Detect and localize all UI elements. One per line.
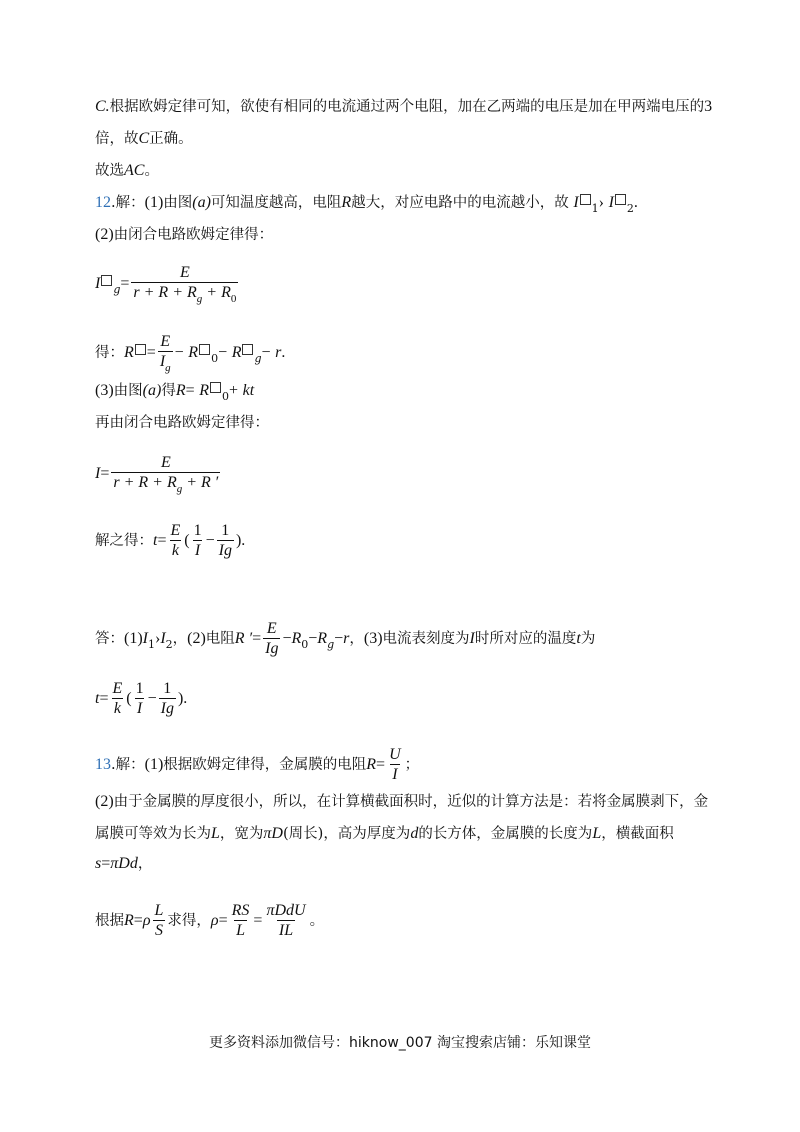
number-three: 3: [704, 98, 713, 115]
denominator-text-b: + R: [202, 284, 231, 301]
numerator-RS: RS: [231, 902, 250, 919]
q13-text: ，宽为: [219, 826, 264, 842]
symbol-d: d: [410, 825, 419, 842]
semicolon: ；: [404, 757, 420, 773]
symbol-R: R: [175, 382, 186, 399]
subscript-0: 0: [211, 352, 219, 365]
placeholder-box-icon: [615, 194, 626, 205]
q12-text: 由图: [163, 195, 193, 211]
fraction: [110, 680, 124, 718]
symbol-R: R: [291, 630, 302, 647]
option-c-text-2a: 倍，故: [95, 131, 139, 147]
answer-text: 时所对应的温度: [474, 631, 577, 647]
choose-text: 故选: [95, 163, 124, 179]
q12-text: 再由闭合电路欧姆定律得：: [95, 415, 269, 431]
q13-text: ，高为厚度为: [323, 826, 411, 842]
option-c-text-2b: 正确。: [149, 131, 193, 147]
paren-2: (2): [187, 630, 206, 647]
subscript-2: 2: [165, 638, 173, 651]
subscript-g: g: [327, 638, 335, 651]
plus: +: [229, 382, 239, 399]
formula-i: [95, 454, 222, 494]
symbol-I: I: [573, 194, 579, 211]
equals: =: [157, 532, 167, 549]
numerator-1: 1: [221, 522, 230, 539]
symbol-piD: πD: [263, 825, 283, 842]
numerator-L: L: [154, 902, 164, 919]
subscript-0: 0: [301, 638, 309, 651]
option-c-text: 根据欧姆定律可知，欲使有相同的电流通过两个电阻，加在乙两端的电压是加在甲两端电压的: [109, 99, 705, 115]
q12-text: 由闭合电路欧姆定律得：: [113, 227, 274, 243]
fraction: [217, 522, 234, 560]
placeholder-box-icon: [580, 194, 591, 205]
denominator: [131, 282, 238, 304]
fraction: [192, 522, 204, 560]
symbol-R: R: [199, 382, 210, 399]
denominator-S: S: [154, 922, 163, 939]
q13-line-3: [95, 824, 674, 844]
numerator-U: U: [389, 746, 401, 763]
symbol-rho: ρ: [210, 912, 219, 929]
greater-sign: ›: [154, 630, 161, 647]
option-c-line-2: [95, 129, 193, 149]
equals: =: [101, 855, 111, 872]
paren-2: (2): [95, 793, 114, 810]
comma: ，: [349, 631, 364, 647]
answer-line: [95, 620, 595, 658]
q13-text: 根据欧姆定律得，金属膜的电阻: [163, 757, 367, 773]
numerator-piDdU: πDdU: [266, 902, 306, 919]
equals: =: [218, 912, 228, 929]
de-text: 得：: [95, 345, 124, 361]
paren-1: (1): [144, 756, 164, 773]
placeholder-box-icon: [210, 382, 221, 393]
paren-1: (1): [144, 194, 164, 211]
q13-line-2: [95, 792, 708, 812]
equals: =: [133, 912, 143, 929]
equals: =: [185, 382, 195, 399]
q12-text: 由图: [113, 383, 143, 399]
denominator-I: I: [194, 542, 201, 559]
symbol-R: R: [341, 194, 352, 211]
subscript-0: 0: [230, 293, 237, 305]
symbol-I: I: [142, 630, 148, 647]
symbol-kt: kt: [242, 382, 255, 399]
subscript-0: 0: [222, 390, 230, 403]
symbol-t: t: [153, 532, 158, 549]
comma: ，: [137, 856, 153, 872]
symbol-t: t: [576, 630, 581, 647]
formula-t: 解之得：t= $\frac{E}{k}$ ( $\frac{1}{I}$ − $\frac{1}{Ig}$ ).: [95, 522, 246, 559]
minus: −: [174, 344, 184, 361]
equals: =: [100, 465, 110, 482]
numerator-1: 1: [163, 680, 172, 697]
denominator-k: k: [171, 542, 179, 559]
placeholder-box-icon: [135, 344, 146, 355]
denominator-IL: IL: [278, 922, 294, 939]
numerator-1: 1: [135, 680, 144, 697]
q12-line-closed-circuit: [95, 413, 269, 433]
q12-line-2: [95, 225, 273, 245]
fraction: [153, 902, 166, 940]
symbol-R: R: [124, 912, 134, 929]
symbol-I: I: [608, 194, 614, 211]
symbol-r: r: [343, 630, 350, 647]
fraction: [159, 680, 176, 718]
equals: =: [253, 912, 263, 929]
fraction: [263, 620, 280, 658]
period: .: [281, 344, 286, 361]
fraction: [168, 522, 182, 560]
minus: −: [282, 630, 292, 647]
option-c-letter: C: [138, 130, 150, 147]
fraction: [111, 454, 220, 494]
fraction: [158, 333, 173, 373]
minus: −: [308, 630, 318, 647]
subscript-2: 2: [626, 202, 634, 215]
paren-2: (2): [95, 226, 114, 243]
equals: =: [146, 344, 156, 361]
q13-text: 的长方体，金属膜的长度为: [418, 826, 593, 842]
symbol-I: I: [469, 630, 475, 647]
q12-prefix: .解：: [111, 195, 145, 211]
equals: =: [376, 756, 386, 773]
symbol-I: I: [95, 465, 101, 482]
formula-rho: [95, 902, 324, 940]
symbol-R-prime: R ′: [234, 630, 253, 647]
q12-text: 越大，对应电路中的电流越小，故: [351, 195, 569, 211]
q13-line-1: [95, 746, 419, 784]
numerator-E: E: [170, 522, 181, 539]
q13-text: ，横截面积: [601, 826, 674, 842]
symbol-piDd: πDd: [110, 855, 138, 872]
answer-text: 电阻: [205, 631, 235, 647]
numerator-E: E: [160, 454, 171, 471]
equals: =: [99, 690, 109, 707]
symbol-L: L: [211, 825, 220, 842]
q13-line-4: [95, 854, 152, 874]
q13-text: 求得，: [167, 913, 211, 929]
denominator-Ig: Ig: [265, 640, 279, 657]
zhouchang: (周长): [282, 826, 324, 842]
q12-text: 可知温度越高，电阻: [210, 195, 342, 211]
symbol-s: s: [95, 855, 102, 872]
subscript-g: g: [254, 352, 262, 365]
symbol-rho: ρ: [142, 912, 151, 929]
symbol-R: R: [366, 756, 377, 773]
numerator-E: E: [160, 333, 171, 350]
choose-end: 。: [144, 163, 159, 179]
placeholder-box-icon: [242, 344, 253, 355]
period: 。: [309, 913, 325, 929]
q12-text: 解之得：: [95, 533, 153, 549]
denominator: [158, 351, 173, 373]
q12-number: 12: [95, 194, 111, 211]
denominator: [111, 472, 220, 494]
answer-text: 为: [580, 631, 596, 647]
footer: 更多资料添加微信号：hiknow_007 淘宝搜索店铺：乐知课堂: [209, 1035, 591, 1051]
fraction: [264, 902, 307, 940]
denominator-text-b: + R ′: [182, 474, 219, 491]
denominator-k: k: [113, 700, 121, 717]
symbol-R: R: [317, 630, 328, 647]
numerator-E: E: [179, 264, 190, 281]
subscript-1: 1: [147, 638, 155, 651]
denominator-text: r + R + R: [133, 284, 197, 301]
symbol-r: r: [275, 344, 282, 361]
q13-prefix: .解：: [111, 757, 145, 773]
placeholder-box-icon: [101, 275, 112, 286]
formula-ig: [95, 264, 240, 304]
numerator-1: 1: [193, 522, 202, 539]
formula-r: [95, 333, 285, 373]
equals: =: [120, 275, 130, 292]
fig-a: (a): [192, 194, 211, 211]
minus: −: [218, 344, 228, 361]
paren-3: (3): [95, 382, 114, 399]
paren-3: (3): [363, 630, 383, 647]
symbol-I: I: [95, 275, 101, 292]
option-c-line-1: [95, 97, 712, 117]
symbol-R: R: [188, 344, 199, 361]
minus: −: [261, 344, 271, 361]
period: .: [633, 194, 638, 211]
numerator-E: E: [112, 680, 123, 697]
answer-text: 电流表刻度为: [382, 631, 470, 647]
equals: =: [252, 630, 262, 647]
q12-line-1: [95, 193, 638, 214]
denominator-Ig: Ig: [218, 542, 232, 559]
fraction: [230, 902, 252, 940]
numerator-E: E: [266, 620, 277, 637]
subscript-g: g: [176, 483, 183, 495]
option-c-label: C.: [95, 98, 110, 115]
symbol-t: t: [95, 690, 100, 707]
subscript-g: g: [165, 362, 171, 374]
minus: −: [147, 690, 157, 707]
placeholder-box-icon: [199, 344, 210, 355]
symbol-I: I: [160, 630, 166, 647]
q13-text: 属膜可等效为长为: [95, 826, 211, 842]
symbol-R: R: [231, 344, 242, 361]
minus: −: [334, 630, 344, 647]
q12-text: 得: [161, 383, 176, 399]
symbol-R: R: [124, 344, 134, 361]
fig-a: (a): [142, 382, 162, 399]
paren-1: (1): [124, 630, 143, 647]
denominator-I: I: [136, 700, 143, 717]
denominator-L: L: [236, 922, 245, 939]
minus: −: [205, 532, 215, 549]
den-I: I: [159, 353, 166, 370]
fraction: [387, 746, 403, 784]
greater-sign: ›: [598, 194, 604, 211]
fraction: [131, 264, 238, 304]
answer-label: 答：: [95, 631, 124, 647]
subscript-g: g: [113, 283, 121, 296]
choose-answer: AC: [124, 162, 145, 179]
comma: ，: [172, 631, 188, 647]
formula-r-kt: [95, 381, 254, 402]
symbol-L: L: [592, 825, 602, 842]
denominator-text: r + R + R: [113, 474, 177, 491]
q13-number: 13: [95, 756, 111, 773]
fraction: [134, 680, 146, 718]
answer-formula-t: t= $\frac{E}{k}$ ( $\frac{1}{I}$ − $\frac{1}{Ig}$ ).: [95, 680, 188, 717]
subscript-1: 1: [591, 202, 599, 215]
subscript-g: g: [196, 293, 203, 305]
choose-line: [95, 161, 159, 181]
q13-text: 由于金属膜的厚度很小，所以，在计算横截面积时，近似的计算方法是：若将金属膜剥下，金: [113, 794, 709, 810]
denominator-I: I: [392, 766, 398, 783]
denominator-Ig: Ig: [160, 700, 174, 717]
q13-text: 根据: [95, 913, 124, 929]
